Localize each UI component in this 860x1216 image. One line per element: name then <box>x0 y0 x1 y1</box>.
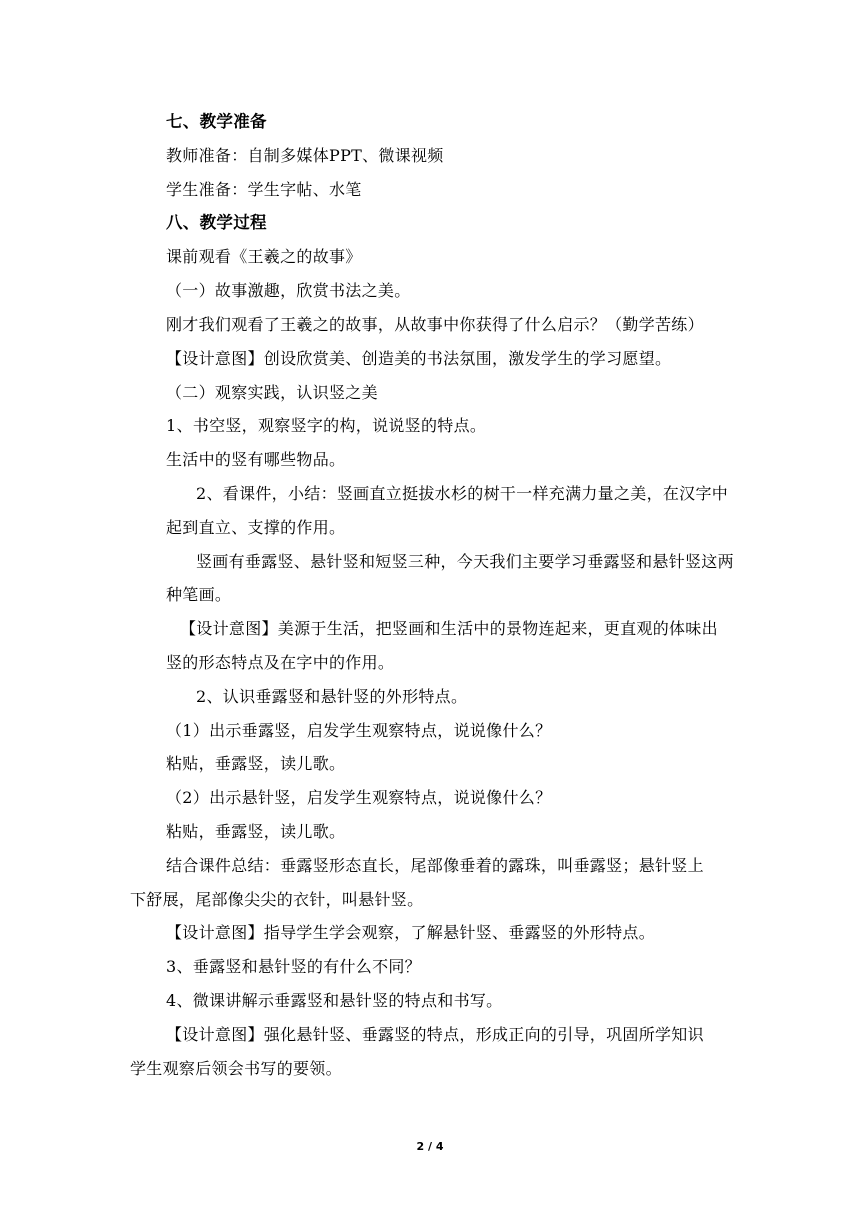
paragraph-line: （1）出示垂露竖，启发学生观察特点，说说像什么？ <box>166 721 552 740</box>
paragraph-line: 种笔画。 <box>166 585 232 604</box>
design-intent-line: 【设计意图】创设欣赏美、创造美的书法氛围，激发学生的学习愿望。 <box>166 349 672 368</box>
page-number: 2 / 4 <box>416 1140 444 1153</box>
paragraph-line: 刚才我们观看了王羲之的故事，从故事中你获得了什么启示？（勤学苦练） <box>166 315 704 334</box>
paragraph-line: 结合课件总结：垂露竖形态直长，尾部像垂着的露珠，叫垂露竖；悬针竖上 <box>166 856 704 875</box>
design-intent-line: 【设计意图】指导学生学会观察，了解悬针竖、垂露竖的外形特点。 <box>166 923 656 942</box>
paragraph-line: 3、垂露竖和悬针竖的有什么不同？ <box>166 957 421 976</box>
paragraph-line: 课前观看《王羲之的故事》 <box>166 247 362 266</box>
paragraph-line: 教师准备：自制多媒体PPT、微课视频 <box>166 146 444 165</box>
paragraph-line: 学生准备：学生字帖、水笔 <box>166 180 362 199</box>
design-intent-line: 【设计意图】美源于生活，把竖画和生活中的景物连起来，更直观的体味出 <box>180 619 718 638</box>
paragraph-line: 竖画有垂露竖、悬针竖和短竖三种，今天我们主要学习垂露竖和悬针竖这两 <box>196 552 734 571</box>
paragraph-line: 2、看课件，小结：竖画直立挺拔水杉的树干一样充满力量之美，在汉字中 <box>196 484 729 503</box>
section-heading-preparation: 七、教学准备 <box>166 112 267 131</box>
design-intent-line: 【设计意图】强化悬针竖、垂露竖的特点，形成正向的引导，巩固所学知识 <box>166 1025 704 1044</box>
paragraph-line: 粘贴，垂露竖，读儿歌。 <box>166 754 346 773</box>
paragraph-line: 2、认识垂露竖和悬针竖的外形特点。 <box>196 687 468 706</box>
paragraph-line: （2）出示悬针竖，启发学生观察特点，说说像什么？ <box>166 788 552 807</box>
paragraph-line: 竖的形态特点及在字中的作用。 <box>166 653 395 672</box>
paragraph-line: 下舒展，尾部像尖尖的衣针，叫悬针竖。 <box>130 890 424 909</box>
paragraph-line: 生活中的竖有哪些物品。 <box>166 450 346 469</box>
paragraph-line: 学生观察后领会书写的要领。 <box>130 1059 342 1078</box>
paragraph-line: 起到直立、支撑的作用。 <box>166 518 346 537</box>
paragraph-line: 粘贴，垂露竖，读儿歌。 <box>166 822 346 841</box>
paragraph-line: 4、微课讲解示垂露竖和悬针竖的特点和书写。 <box>166 991 503 1010</box>
subheading-line: （一）故事激趣，欣赏书法之美。 <box>166 281 411 300</box>
section-heading-process: 八、教学过程 <box>166 213 267 232</box>
subheading-line: （二）观察实践，认识竖之美 <box>166 383 378 402</box>
paragraph-line: 1、书空竖，观察竖字的构，说说竖的特点。 <box>166 416 487 435</box>
